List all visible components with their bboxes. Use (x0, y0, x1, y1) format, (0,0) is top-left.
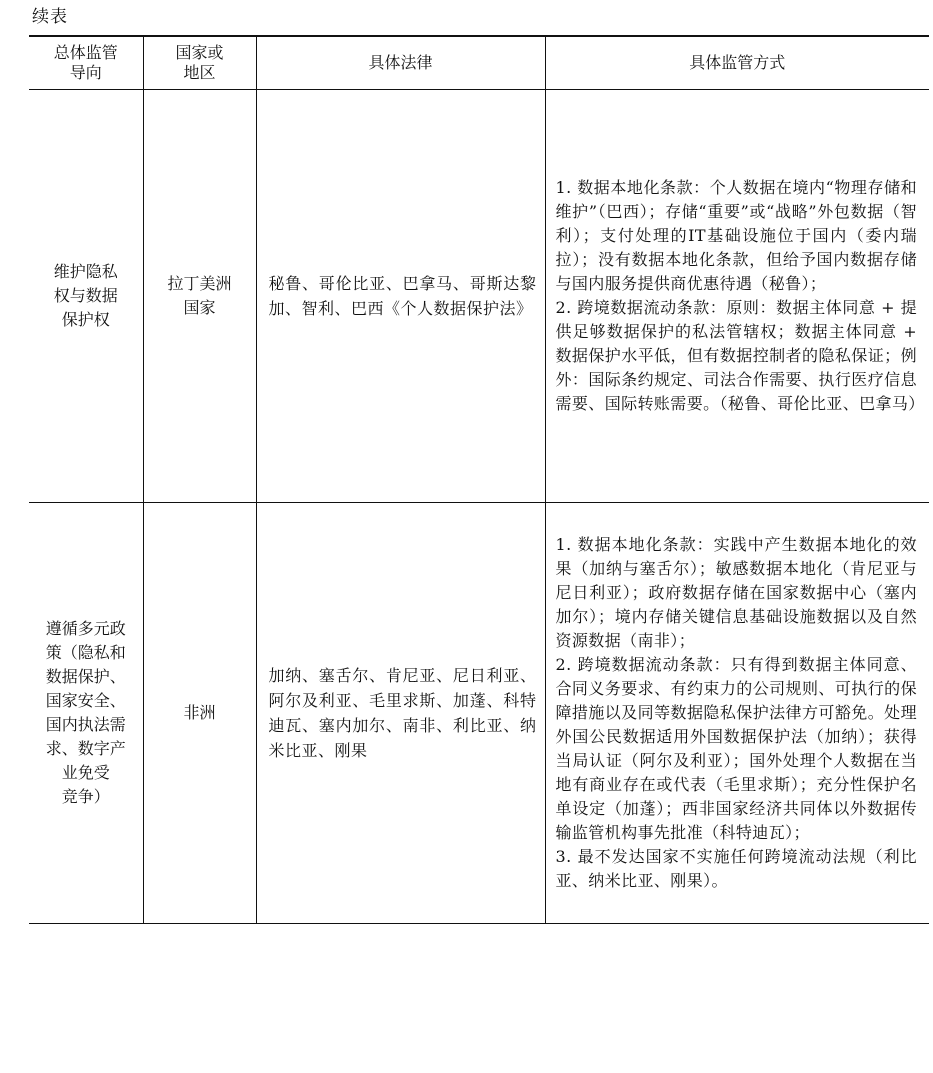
orientation-line: 权与数据 (53, 286, 118, 305)
header-law: 具体法律 (256, 36, 545, 90)
method-item: 2. 跨境数据流动条款：原则：数据主体同意 + 提供足够数据保护的私法管辖权；数据主体同意 + 数据保护水平低，但有数据控制者的隐私保证；例外：国际条约规定、司法合作需要、执行医疗信息需要、国际转账需要。（秘鲁、哥伦比亚、巴拿马） (555, 298, 925, 413)
method-item: 2. 跨境数据流动条款：只有得到数据主体同意、合同义务要求、有约束力的公司规则、可执行的保障措施以及同等数据隐私保护法律方可豁免。处理外国公民数据适用外国数据保护法（加纳）；获得当局认证（阿尔及利亚）；国外处理个人数据在当地有商业存在或代表（毛里求斯）；充分性保护名单设定（加蓬）；西非国家经济共同体以外数据传输监管机构事先批准（科特迪瓦）； (555, 655, 917, 842)
table-caption: 续表 (32, 7, 68, 27)
region-line: 国家 (183, 298, 216, 317)
region-line: 非洲 (183, 703, 216, 722)
region-line: 拉丁美洲 (167, 274, 232, 293)
header-method: 具体监管方式 (545, 36, 929, 90)
table-row (29, 90, 929, 503)
region-cell (143, 90, 256, 503)
orientation-line: 维护隐私 (53, 262, 118, 281)
region-cell (143, 503, 256, 924)
orientation-line: 国内执法需 (45, 715, 126, 734)
orientation-line: 求、数字产 (45, 739, 126, 758)
header-orientation-line2: 导向 (69, 63, 102, 82)
method-item: 1. 数据本地化条款：实践中产生数据本地化的效果（加纳与塞舌尔）；敏感数据本地化（肯尼亚与尼日利亚）；政府数据存储在国家数据中心（塞内加尔）；境内存储关键信息基础设施数据以及自然资源数据（南非）； (555, 535, 917, 650)
method-item: 3. 最不发达国家不实施任何跨境流动法规（利比亚、纳米比亚、刚果）。 (555, 847, 917, 890)
header-orientation (29, 36, 143, 90)
header-region-line1: 国家或 (175, 43, 224, 62)
method-cell (545, 90, 929, 503)
orientation-line: 策（隐私和 (45, 643, 126, 662)
table-row (29, 503, 929, 924)
header-orientation-line1: 总体监管 (53, 43, 118, 62)
orientation-line: 数据保护、 (45, 667, 126, 686)
header-region-line2: 地区 (183, 63, 216, 82)
method-item: 1. 数据本地化条款：个人数据在境内“物理存储和维护”（巴西）；存储“重要”或“战略”外包数据（智利）；支付处理的IT基础设施位于国内（委内瑞拉）；没有数据本地化条款，但给予国内数据存储与国内服务提供商优惠待遇（秘鲁）； (555, 178, 917, 293)
table-header-row (29, 36, 929, 90)
orientation-line: 竞争） (61, 787, 110, 806)
header-region (143, 36, 256, 90)
orientation-line: 国家安全、 (45, 691, 126, 710)
orientation-cell (29, 503, 143, 924)
orientation-line: 遵循多元政 (45, 619, 126, 638)
orientation-cell (29, 90, 143, 503)
law-cell: 秘鲁、哥伦比亚、巴拿马、哥斯达黎加、智利、巴西《个人数据保护法》 (256, 90, 545, 503)
law-cell: 加纳、塞舌尔、肯尼亚、尼日利亚、阿尔及利亚、毛里求斯、加蓬、科特迪瓦、塞内加尔、南非、利比亚、纳米比亚、刚果 (256, 503, 545, 924)
method-cell (545, 503, 929, 924)
orientation-line: 保护权 (61, 310, 110, 329)
orientation-line: 业免受 (61, 763, 110, 782)
regulation-table (29, 35, 929, 924)
